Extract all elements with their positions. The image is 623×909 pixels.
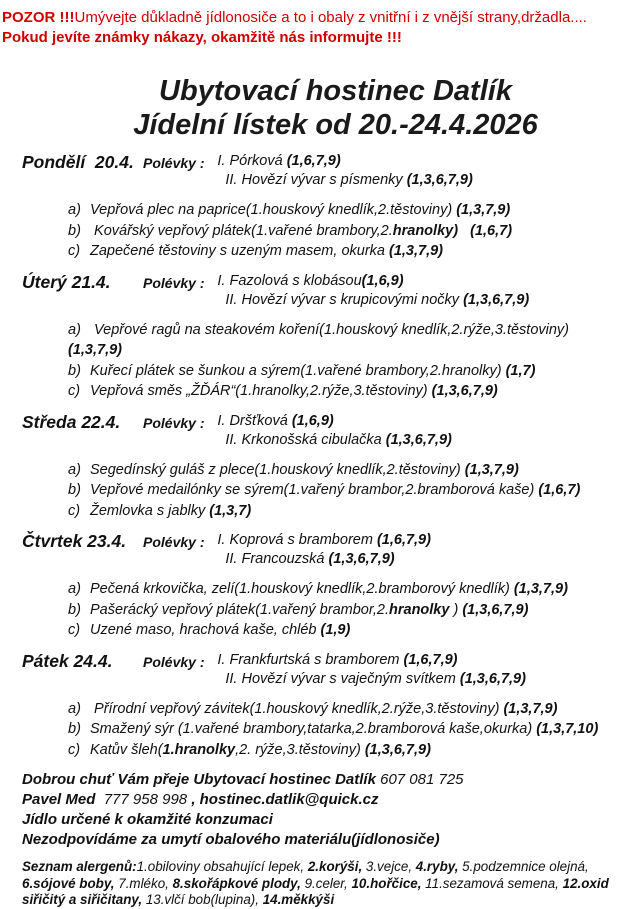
footer-line	[22, 790, 615, 810]
item-bold: (1,9)	[320, 622, 351, 638]
item-letter: b)	[68, 721, 81, 737]
item-bold: (1,3,7,9)	[464, 461, 519, 478]
allergen-bold: 4.ryby,	[415, 859, 459, 874]
soup-line	[225, 670, 526, 689]
item-letter: c)	[68, 383, 81, 399]
footer-text: 777 958 998	[99, 791, 192, 808]
item-letter: c)	[68, 243, 81, 259]
day-name: Úterý 21.4.	[22, 271, 111, 292]
soups-label: Polévky :	[143, 534, 209, 550]
menu-item	[68, 320, 615, 361]
item-text: Žemlovka s jablky	[90, 502, 210, 519]
soup-line	[217, 152, 472, 171]
item-letter: a)	[68, 321, 81, 338]
item-letter: b)	[68, 601, 81, 618]
soup-line	[217, 531, 431, 550]
allergen-text: 11.sezamová semena,	[421, 875, 563, 891]
soup-bold: (1,3,6,7,9)	[406, 172, 473, 188]
item-bold: (1,3,7,9)	[456, 202, 511, 218]
item-text: Kovářský vepřový plátek(1.vařené brambory,2.	[90, 222, 393, 239]
item-text: Přírodní vepřový závitek(1.houskový knedlík,2.rýže,3.těstoviny)	[90, 700, 504, 717]
menu-item	[68, 460, 615, 481]
allergen-text: 13.vlčí bob(lupina),	[142, 892, 263, 907]
footer-line	[22, 770, 615, 790]
items-list	[22, 320, 615, 402]
item-bold: (1,3,7,9)	[503, 700, 558, 717]
soups-label: Polévky :	[143, 274, 209, 291]
warning-pozor: POZOR !!!	[2, 9, 75, 26]
item-text: Pečená krkovička, zelí(1.houskový knedlík,2.bramborový knedlík)	[90, 581, 514, 597]
soup-bold: (1,6,7,9)	[376, 532, 431, 548]
allergen-bold: 2.korýši,	[307, 859, 363, 874]
item-letter: c)	[68, 622, 81, 638]
soup-text: I. Koprová s bramborem	[217, 532, 377, 548]
soups-label: Polévky :	[143, 414, 209, 431]
footer-bold: , hostinec.datlik@quick.cz	[191, 791, 379, 808]
menu-item	[68, 221, 615, 242]
item-bold: 1.hranolky	[162, 741, 236, 758]
day-section	[22, 531, 615, 641]
day-header	[22, 152, 615, 190]
soup-text: I. Dršťková	[217, 412, 292, 429]
item-bold: (1,3,7,9)	[389, 243, 443, 259]
soup-bold: (1,3,6,7,9)	[385, 431, 452, 448]
soups-list	[217, 272, 529, 310]
menu-item	[68, 740, 615, 761]
items-list	[22, 579, 615, 641]
soup-bold: (1,3,6,7,9)	[328, 551, 395, 567]
footer-bold: Nezodpovídáme za umytí obalového materiálu(jídlonosiče)	[22, 831, 440, 848]
items-list	[22, 460, 615, 522]
allergen-bold: 12.oxid siřičitý a siřičitany,	[22, 875, 609, 907]
menu-item	[68, 579, 615, 600]
item-letter: c)	[68, 502, 81, 519]
item-letter: a)	[68, 461, 81, 478]
item-text: Pašerácký vepřový plátek(1.vařený brambor,2.	[90, 601, 389, 618]
allergen-text: 7.mléko,	[114, 875, 173, 891]
soup-line	[225, 291, 529, 310]
soup-line	[225, 171, 472, 190]
soup-bold: (1,6,7,9)	[286, 153, 341, 169]
soup-text: I. Frankfurtská s bramborem	[217, 651, 404, 668]
item-bold: hranolky)	[392, 222, 459, 239]
soup-bold: (1,6,9)	[291, 412, 334, 429]
day-header	[22, 651, 615, 689]
warning-line1	[2, 8, 615, 28]
item-text: Katův šleh(	[90, 741, 163, 758]
soup-bold: (1,6,9)	[361, 272, 404, 289]
soup-text: I. Fazolová s klobásou	[217, 272, 362, 289]
menu-item	[68, 361, 615, 382]
day-sections	[22, 152, 615, 760]
allergen-bold: 14.měkkýši	[262, 892, 335, 907]
day-name: Pátek 24.4.	[22, 650, 113, 671]
day-section	[22, 272, 615, 402]
soup-line	[217, 651, 526, 670]
soups-label: Polévky :	[143, 653, 209, 670]
menu-item	[68, 620, 615, 641]
item-text	[458, 223, 470, 239]
item-letter: a)	[68, 700, 81, 717]
soups-list	[217, 412, 451, 450]
allergen-bold: 8.skořápkové plody,	[172, 875, 301, 891]
footer-bold: Pavel Med	[22, 791, 100, 808]
footer-bold: Jídlo určené k okamžité konzumaci	[22, 811, 273, 828]
allergen-text: 3.vejce,	[362, 859, 416, 874]
footer-bold: Dobrou chuť Vám přeje Ubytovací hostinec Datlík	[22, 771, 381, 788]
footer-text: 607 081 725	[380, 771, 464, 788]
menu-item	[68, 381, 615, 402]
item-text: Zapečené těstoviny s uzeným masem, okurka	[90, 243, 389, 259]
item-text: ,2. rýže,3.těstoviny)	[235, 741, 365, 758]
item-letter: b)	[68, 482, 81, 498]
day-name: Středa 22.4.	[22, 411, 121, 432]
allergen-text: 9.celer,	[300, 875, 352, 891]
item-bold: (1,3,7,9)	[68, 342, 122, 358]
menu-item	[68, 719, 615, 740]
soup-line	[225, 431, 451, 450]
item-bold: (1,3,7,9)	[513, 581, 568, 597]
footer-block	[22, 770, 615, 850]
day-header	[22, 531, 615, 569]
day-section	[22, 651, 615, 761]
soups-label: Polévky :	[143, 155, 209, 171]
page-title-block	[22, 74, 615, 142]
day-name: Pondělí 20.4.	[22, 152, 134, 172]
soup-text: II. Hovězí vývar s písmenky	[225, 172, 407, 188]
day-name: Čtvrtek 23.4.	[22, 531, 127, 551]
footer-line	[22, 830, 615, 850]
allergen-bold: 10.hořčice,	[351, 875, 422, 891]
item-letter: a)	[68, 581, 81, 597]
item-bold: (1,3,6,7,9)	[431, 383, 498, 399]
item-bold: (1,3,6,7,9)	[364, 741, 431, 758]
allergen-text: 1.obiloviny obsahující lepek,	[136, 859, 308, 874]
soup-bold: (1,3,6,7,9)	[459, 670, 526, 687]
item-letter: b)	[68, 362, 81, 379]
soups-list	[217, 152, 472, 190]
item-bold: (1,7)	[505, 362, 536, 379]
allergens-paragraph	[22, 859, 616, 909]
item-bold: hranolky	[389, 601, 450, 618]
item-letter: b)	[68, 222, 81, 239]
footer-line	[22, 810, 615, 830]
soup-text: II. Hovězí vývar s krupicovými nočky	[225, 291, 464, 308]
item-bold: (1,3,6,7,9)	[462, 601, 529, 618]
soup-bold: (1,6,7,9)	[403, 651, 458, 668]
allergen-text: 5.podzemnice olejná,	[458, 859, 589, 874]
soup-line	[217, 272, 529, 291]
item-text: Smažený sýr (1.vařené brambory,tatarka,2.bramborová kaše,okurka)	[90, 721, 537, 737]
day-header	[22, 272, 615, 310]
item-text: Kuřecí plátek se šunkou a sýrem(1.vařené brambory,2.hranolky)	[90, 362, 506, 379]
item-text: Vepřové ragů na steakovém koření(1.houskový knedlík,2.rýže,3.těstoviny)	[90, 321, 574, 338]
item-text: Vepřová směs „ŽĎÁR“(1.hranolky,2.rýže,3.těstoviny)	[90, 383, 432, 399]
warning-line1-text: Umývejte důkladně jídlonosiče a to i obaly z vnitřní i z vnější strany,držadla....	[74, 9, 587, 26]
allergen-bold: Seznam alergenů:	[22, 859, 137, 874]
warning-line2: Pokud jevíte známky nákazy, okamžitě nás informujte !!!	[2, 29, 402, 46]
menu-item	[68, 699, 615, 720]
item-bold: (1,3,7)	[209, 502, 252, 519]
items-list	[22, 200, 615, 262]
menu-item	[68, 241, 615, 262]
soup-line	[217, 412, 451, 431]
item-bold: (1,6,7)	[538, 482, 581, 498]
day-section	[22, 152, 615, 262]
menu-item	[68, 480, 615, 501]
menu-item	[68, 501, 615, 522]
soup-text: I. Pórková	[217, 153, 287, 169]
item-text: Segedínský guláš z plece(1.houskový knedlík,2.těstoviny)	[90, 461, 465, 478]
soup-text: II. Francouzská	[225, 551, 329, 567]
soup-line	[225, 550, 431, 569]
items-list	[22, 699, 615, 761]
item-letter: a)	[68, 202, 81, 218]
item-text: Uzené maso, hrachová kaše, chléb	[90, 622, 321, 638]
item-bold: (1,6,7)	[470, 222, 513, 239]
item-text: Vepřová plec na paprice(1.houskový knedlík,2.těstoviny)	[90, 202, 457, 218]
soup-bold: (1,3,6,7,9)	[463, 291, 530, 308]
soups-list	[217, 531, 431, 569]
day-header	[22, 412, 615, 450]
day-section	[22, 412, 615, 522]
warning-banner	[2, 8, 615, 48]
menu-item	[68, 600, 615, 621]
item-bold: (1,3,7,10)	[536, 721, 599, 737]
allergen-bold: 6.sójové boby,	[22, 875, 115, 891]
soup-text: II. Krkonošská cibulačka	[225, 431, 386, 448]
item-text: )	[449, 601, 463, 618]
soups-list	[217, 651, 526, 689]
item-text: Vepřové medailónky se sýrem(1.vařený brambor,2.bramborová kaše)	[90, 482, 539, 498]
menu-item	[68, 200, 615, 221]
page-subtitle: Jídelní lístek od 20.-24.4.2026	[133, 109, 538, 141]
page-title: Ubytovací hostinec Datlík	[159, 75, 512, 107]
soup-text: II. Hovězí vývar s vaječným svítkem	[225, 670, 460, 687]
item-letter: c)	[68, 741, 81, 758]
